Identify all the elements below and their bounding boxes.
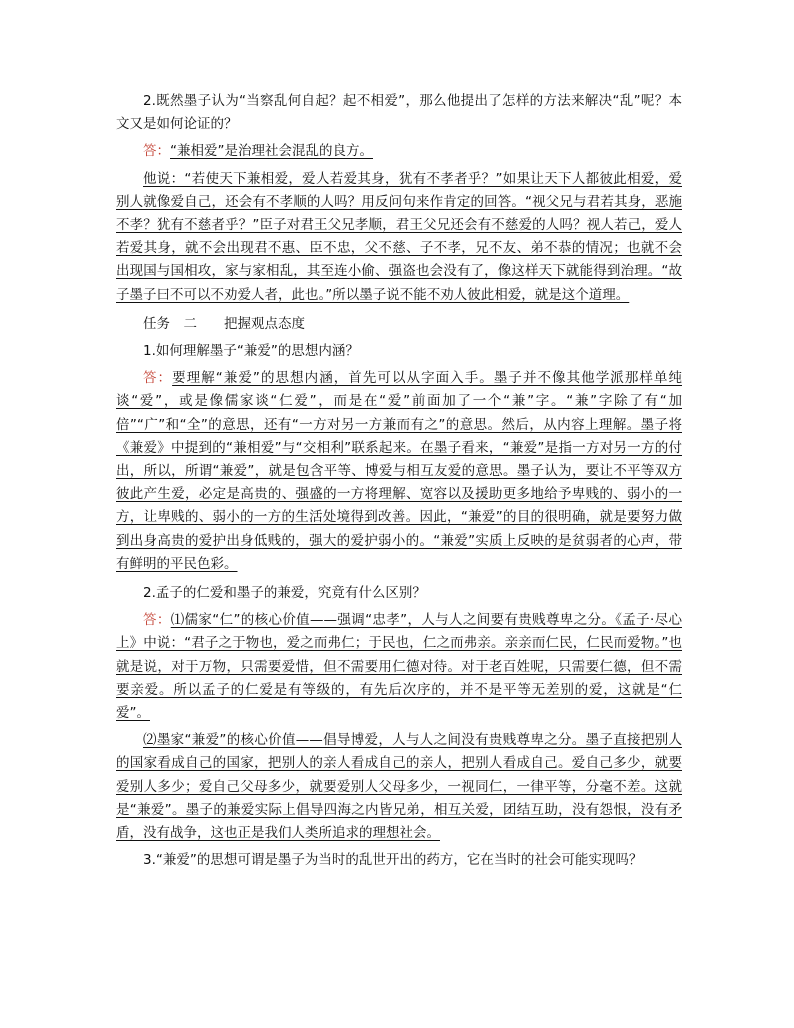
task-heading: 任务 二 把握观点态度 (143, 315, 305, 332)
answer-2-part1-text: ⑴儒家“仁”的核心价值——强调“忠孝”，人与人之间要有贵贱尊卑之分。《孟子·尽心上》中说：“君子之于物也，爱之而弗仁；于民也，仁之而弗亲。亲亲而仁民，仁民而爱物。”也就是说，对于万物，只需要爱惜，但不需要用仁德对待。对于老百姓呢，只需要仁德，但不需要亲爱。所以孟子的仁爱是有等级的，有先后次序的，并不是平等无差别的爱，这就是“仁爱”。 (116, 612, 682, 722)
answer-2-part1 (116, 609, 682, 725)
answer-2-part2: ⑵墨家“兼爱”的核心价值——倡导博爱，人与人之间没有贵贱尊卑之分。墨子直接把别人的国家看成自己的国家，把别人的亲人看成自己的亲人，把别人看成自己。爱自己多少，就要爱别人多少；爱自己父母多少，就要爱别人父母多少，一视同仁，一律平等，分毫不差。这就是“兼爱”。墨子的兼爱实际上倡导四海之内皆兄弟，相互关爱，团结互助，没有怨恨，没有矛盾，没有战争，这也正是我们人类所追求的理想社会。 (116, 732, 682, 842)
question-2-main: 2.既然墨子认为“当察乱何自起？起不相爱”，那么他提出了怎样的方法来解决“乱”呢？本文又是如何论证的？ (116, 93, 682, 133)
question-1: 1.如何理解墨子“兼爱”的思想内涵？ (143, 343, 359, 360)
answer-label: 答： (143, 143, 170, 160)
answer-label: 答： (143, 370, 173, 387)
answer-1 (116, 367, 682, 576)
answer-2-body: 他说：“若使天下兼相爱，爱人若爱其身，犹有不孝者乎？”如果让天下人都彼此相爱，爱别人就像爱自己，还会有不孝顺的人吗？用反问句来作肯定的回答。“视父兄与君若其身，恶施不孝？犹有不慈者乎？”臣子对君王父兄孝顺，君王父兄还会有不慈爱的人吗？视人若己，爱人若爱其身，就不会出现君不惠、臣不忠，父不慈、子不孝，兄不友、弟不恭的情况；也就不会出现国与国相攻，家与家相乱，其至连小偷、强盗也会没有了，像这样天下就能得到治理。“故子墨子曰不可以不劝爱人者，此也。”所以墨子说不能不劝人彼此相爱，就是这个道理。 (116, 170, 682, 303)
answer-1-text: 要理解“兼爱”的思想内涵，首先可以从字面入手。墨子并不像其他学派那样单纯谈“爱”，或是像儒家谈“仁爱”，而是在“爱”前面加了一个“兼”字。“兼”字除了有“加倍”“广”和“全”的意思，还有“一方对另一方兼而有之”的意思。然后，从内容上理解。墨子将《兼爱》中提到的“兼相爱”与“交相利”联系起来。在墨子看来，“兼爱”是指一方对另一方的付出，所以，所谓“兼爱”，就是包含平等、博爱与相互友爱的意思。墨子认为，要让不平等双方彼此产生爱，必定是高贵的、强盛的一方将理解、宽容以及援助更多地给予卑贱的、弱小的一方，让卑贱的、弱小的一方的生活处境得到改善。因此，“兼爱”的目的很明确，就是要努力做到出身高贵的爱护出身低贱的，强大的爱护弱小的。“兼爱”实质上反映的是贫弱者的心声，带有鲜明的平民色彩。 (116, 370, 682, 572)
question-3: 3.“兼爱”的思想可谓是墨子为当时的乱世开出的药方，它在当时的社会可能实现吗？ (143, 852, 643, 869)
question-2-sub: 2.孟子的仁爱和墨子的兼爱，究竟有什么区别？ (143, 585, 426, 602)
answer-2-lead (116, 140, 682, 163)
answer-label: 答： (143, 612, 171, 629)
document-page (116, 90, 682, 873)
answer-lead-text: “兼相爱”是治理社会混乱的良方。 (170, 143, 373, 160)
